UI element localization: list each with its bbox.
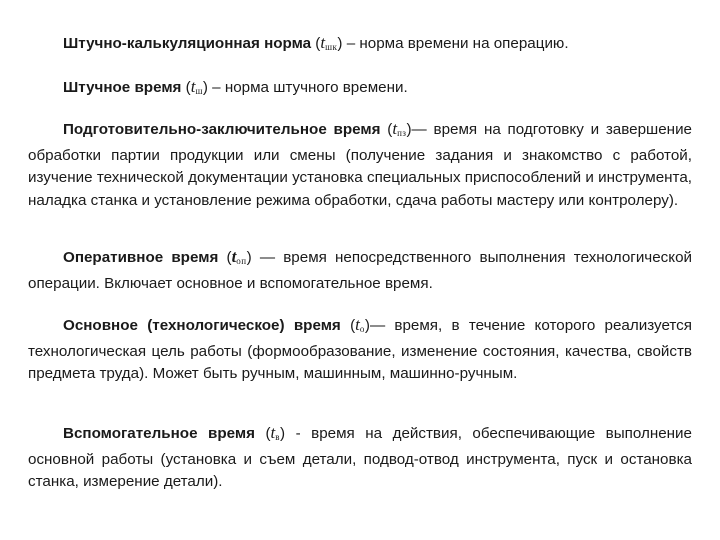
definition-text: – норма штучного времени. bbox=[207, 79, 408, 96]
definition-text: — время непосредственного выполнения технологической операции. Включает основное и вспомогательное время. bbox=[28, 249, 693, 292]
definition-operative-time bbox=[28, 246, 692, 295]
term: Вспомогательное время bbox=[63, 425, 255, 442]
symbol-subscript: о bbox=[359, 324, 365, 334]
symbol-subscript: оп bbox=[236, 256, 247, 266]
term: Оперативное время bbox=[63, 249, 219, 266]
definition-main-time bbox=[28, 314, 692, 386]
definition-piece-rate-norm bbox=[28, 32, 692, 59]
paren-close: ) bbox=[202, 79, 208, 96]
paren-open: ( bbox=[311, 35, 321, 52]
symbol-t: t bbox=[320, 33, 326, 52]
paren-close: ) bbox=[406, 121, 412, 138]
symbol-t: t bbox=[392, 119, 398, 138]
paren-open: ( bbox=[254, 425, 271, 442]
symbol-subscript: в bbox=[275, 432, 281, 442]
paren-open: ( bbox=[340, 317, 356, 334]
paren-close: ) bbox=[364, 317, 370, 334]
definition-auxiliary-time bbox=[28, 422, 692, 494]
term: Штучно-калькуляционная норма bbox=[63, 35, 312, 52]
paren-close: ) bbox=[337, 35, 343, 52]
symbol-t: t bbox=[270, 423, 276, 442]
definition-text: - время на действия, обеспечивающие выполнение основной работы (установка и съем детали, подвод-отвод инструмента, пуск и остановка станка, измерение детали). bbox=[28, 425, 692, 491]
symbol-t: t bbox=[231, 247, 237, 266]
term: Подготовительно-заключительное время bbox=[63, 121, 381, 138]
paren-close: ) bbox=[246, 249, 252, 266]
symbol-subscript: пз bbox=[397, 128, 407, 138]
term: Штучное время bbox=[63, 79, 182, 96]
symbol-t: t bbox=[190, 77, 196, 96]
definition-preparatory-time bbox=[28, 118, 692, 212]
symbol-subscript: ш bbox=[195, 86, 203, 96]
term: Основное (технологическое) время bbox=[63, 317, 341, 334]
paren-close: ) bbox=[280, 425, 286, 442]
paren-open: ( bbox=[218, 249, 232, 266]
definition-text: – норма времени на операцию. bbox=[342, 35, 569, 52]
symbol-t: t bbox=[355, 315, 360, 334]
definition-text: — время, в течение которого реализуется технологическая цель работы (формообразование, изменение состояния, качества, свойств предмета труда). Может быть ручным, машинным, машинно-ручным. bbox=[28, 317, 692, 383]
symbol-subscript: шк bbox=[325, 42, 338, 52]
paren-open: ( bbox=[380, 121, 393, 138]
paren-open: ( bbox=[181, 79, 191, 96]
definition-piece-time bbox=[28, 76, 692, 103]
definition-text: — время на подготовку и завершение обработки партии продукции или смены (получение задания и знакомство с работой, изучение технической документации установка специальных приспособлений и инструмента, наладка станка и установление режима обработки, сдача работы мастеру или контролеру). bbox=[28, 121, 692, 209]
